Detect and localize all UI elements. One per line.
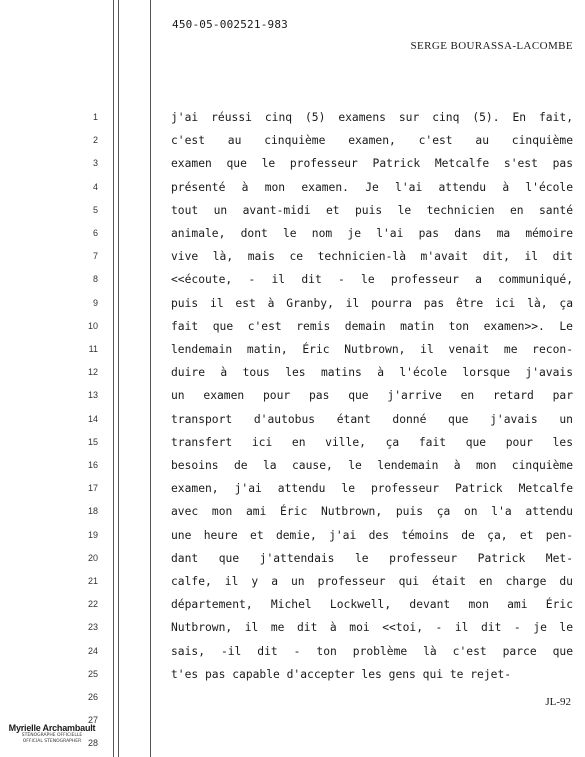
line-number: 23 (87, 622, 98, 633)
line-number: 6 (92, 228, 98, 238)
stenographer-stamp (2, 723, 102, 745)
page-reference: JL-92 (545, 696, 571, 708)
line-number: 13 (87, 390, 98, 401)
transcript-line: vive là, mais ce technicien-là m'avait dit, il dit (171, 250, 573, 264)
transcript-line: lendemain matin, Éric Nutbrown, il venait me recon- (171, 343, 573, 356)
stenographer-name: Myrielle Archambault (8, 723, 96, 733)
transcript-line: département, Michel Lockwell, devant mon ami Éric (171, 598, 573, 612)
transcript-line: Nutbrown, il me dit à moi <<toi, - il dit - je le (171, 621, 573, 635)
line-number: 12 (87, 367, 98, 378)
line-number: 8 (92, 274, 98, 285)
line-number: 3 (92, 158, 98, 169)
line-number: 20 (87, 552, 98, 563)
transcript-line: un examen pour pas que j'arrive en retard par (171, 389, 573, 403)
line-number: 25 (87, 668, 98, 679)
transcript-line: transfert ici en ville, ça fait que pour les (171, 435, 573, 449)
transcript-line: <<écoute, - il dit - le professeur a communiqué, (171, 273, 573, 287)
stenographer-title-en: OFFICIAL STENOGRAPHER (22, 739, 82, 744)
margin-rule-2 (118, 0, 119, 757)
transcript-line: duire à tous les matins à l'école lorsque j'avais (171, 366, 573, 380)
transcript-line: puis il est à Granby, il pourra pas être ici là, ça (171, 296, 573, 310)
transcript-line: transport d'autobus étant donné que j'avais un (171, 412, 573, 426)
file-number: 450-05-002521-983 (172, 18, 288, 31)
transcript-line: tout un avant-midi et puis le technicien en santé (171, 203, 573, 217)
transcript-line: calfe, il y a un professeur qui était en charge du (171, 575, 573, 588)
transcript-line: dant que j'attendais le professeur Patrick Met- (171, 551, 573, 565)
line-number: 15 (87, 436, 98, 447)
transcript-line: fait que c'est remis demain matin ton examen>>. Le (171, 319, 573, 333)
transcript-line: j'ai réussi cinq (5) examens sur cinq (5). En fait, (171, 111, 573, 124)
transcript-line: avec mon ami Éric Nutbrown, puis ça on l'a attendu (171, 505, 573, 519)
line-number: 11 (88, 344, 98, 354)
transcript-line: présenté à mon examen. Je l'ai attendu à l'école (171, 180, 573, 194)
line-number: 1 (92, 112, 98, 122)
line-number: 28 (87, 738, 98, 749)
witness-name: SERGE BOURASSA-LACOMBE (410, 40, 573, 52)
margin-rule-1 (113, 0, 114, 757)
line-number: 4 (92, 181, 98, 192)
stenographer-title-fr: STÉNOGRAPHE OFFICIELLE (21, 733, 83, 738)
transcript-line: sais, -il dit - ton problème là c'est parce que (171, 644, 573, 658)
line-number: 5 (92, 204, 98, 215)
line-number: 26 (87, 692, 98, 702)
line-number: 27 (87, 715, 98, 726)
line-number: 2 (92, 135, 98, 146)
transcript-line: animale, dont le nom je l'ai pas dans ma mémoire (171, 227, 573, 240)
line-number: 16 (87, 460, 98, 470)
transcript-line: examen que le professeur Patrick Metcalfe s'est pas (171, 157, 573, 171)
transcript-line: t'es pas capable d'accepter les gens qui te rejet- (171, 667, 512, 681)
line-number: 7 (92, 251, 98, 262)
transcript-line: examen, j'ai attendu le professeur Patrick Metcalfe (171, 482, 573, 496)
line-number: 19 (87, 529, 98, 540)
line-number: 24 (87, 645, 98, 656)
transcript-line: besoins de la cause, le lendemain à mon cinquième (171, 459, 573, 472)
transcript-line: une heure et demie, j'ai des témoins de ça, et pen- (171, 528, 573, 542)
transcript-line: c'est au cinquième examen, c'est au cinquième (171, 134, 573, 148)
line-number: 17 (87, 483, 98, 494)
line-number: 10 (87, 320, 98, 331)
line-number: 18 (87, 506, 98, 517)
line-number: 21 (87, 576, 98, 586)
margin-rule-3 (150, 0, 151, 757)
line-number: 9 (92, 297, 98, 308)
line-number: 14 (87, 413, 98, 424)
line-number: 22 (87, 599, 98, 610)
